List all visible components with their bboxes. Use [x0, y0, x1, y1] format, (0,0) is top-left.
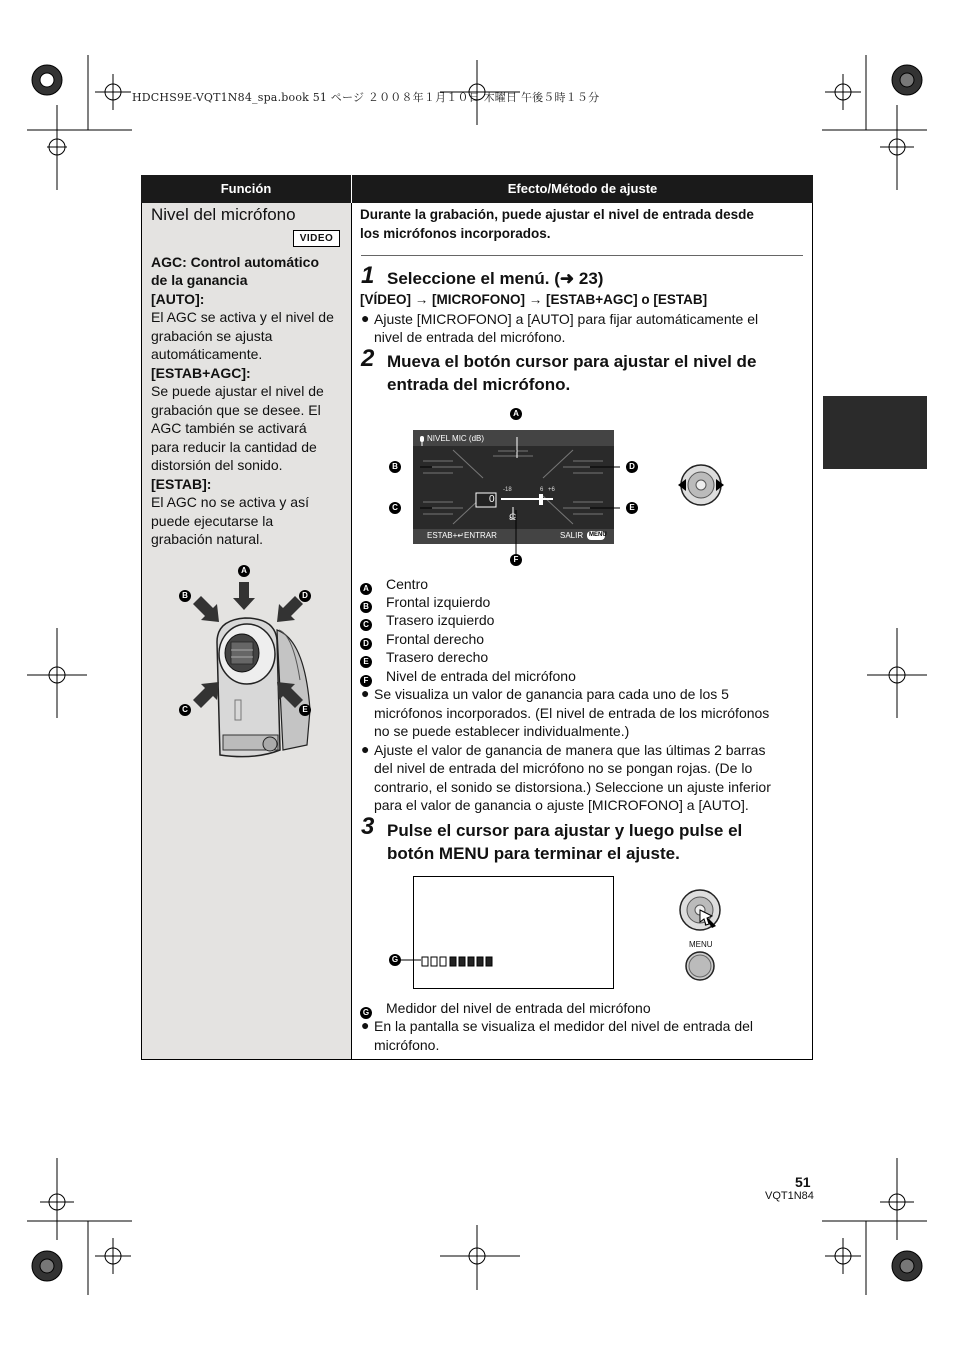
auto-label: [AUTO]:	[151, 291, 205, 307]
step3-line-1: Pulse el cursor para ajustar y luego pulse el	[387, 821, 743, 840]
legend-item: F Nivel de entrada del micrófono	[360, 667, 576, 685]
bullet-dot: ●	[361, 1017, 370, 1033]
label-c-camera: C	[179, 704, 191, 716]
scale-right: +6	[548, 487, 555, 493]
legend-item: D Frontal derecho	[360, 630, 484, 648]
label-c-screen: C	[389, 502, 401, 514]
agc-title-1: AGC: Control automático	[151, 254, 319, 270]
table-header	[141, 175, 813, 203]
note2-line: Ajuste el valor de ganancia de manera que las últimas 2 barras	[374, 742, 766, 758]
estab-line: El AGC no se activa y así	[151, 494, 309, 510]
header-efecto: Efecto/Método de ajuste	[507, 181, 658, 196]
estab-agc-label: [ESTAB+AGC]:	[151, 365, 251, 381]
step1-number: 1	[361, 262, 375, 289]
step1-bullet-line: Ajuste [MICROFONO] a [AUTO] para fijar automáticamente el	[374, 311, 759, 327]
level-meter-screen	[413, 876, 614, 989]
page-number: 51	[795, 1174, 811, 1190]
bullet-dot: ●	[361, 310, 370, 326]
estab-agc-line: grabación que se desee. El	[151, 402, 321, 418]
mic-level-title: NIVEL MIC (dB)	[427, 434, 485, 443]
step1-text: Seleccione el menú. (➜ 23)	[387, 269, 604, 288]
label-a-screen: A	[510, 408, 522, 420]
note2-line: del nivel de entrada del micrófono no se pongan rojas. (De lo	[374, 760, 753, 776]
mic-level-value: 0	[489, 494, 495, 505]
auto-line: automáticamente.	[151, 346, 263, 362]
label-d-screen: D	[626, 461, 638, 473]
cursor-button-press-icon	[678, 888, 724, 934]
auto-line: El AGC se activa y el nivel de	[151, 309, 334, 325]
estab-agc-line: AGC también se activará	[151, 420, 307, 436]
label-d-camera: D	[299, 590, 311, 602]
note2-line: contrario, el sonido se distorsiona.) Seleccione un ajuste inferior	[374, 779, 771, 795]
label-a-camera: A	[238, 565, 250, 577]
agc-title-2: de la ganancia	[151, 272, 248, 288]
auto-line: grabación se ajusta	[151, 328, 273, 344]
estab-agc-line: para reducir la cantidad de	[151, 439, 317, 455]
step1-bullet-line: nivel de entrada del micrófono.	[374, 329, 566, 345]
legend-item: C Trasero izquierdo	[360, 611, 494, 629]
label-g-leader	[401, 959, 421, 962]
cursor-button-left-right-icon	[676, 463, 726, 508]
label-e-camera: E	[299, 704, 311, 716]
screen-footer-left: ESTAB+↵ENTRAR	[427, 531, 497, 540]
intro-line-2: los micrófonos incorporados.	[360, 226, 551, 241]
level-meter-bars	[420, 955, 510, 969]
note2-line: para el valor de ganancia o ajuste [MICROFONO] a [AUTO].	[374, 797, 749, 813]
file-header: HDCHS9E-VQT1N84_spa.book 51 ページ ２００８年１月１０日 木曜日 午後５時１５分	[132, 91, 600, 104]
label-e-screen: E	[626, 502, 638, 514]
menu-button-icon	[684, 950, 716, 982]
bullet-dot: ●	[361, 741, 370, 757]
estab-agc-line: Se puede ajustar el nivel de	[151, 383, 324, 399]
intro-line-1: Durante la grabación, puede ajustar el nivel de entrada desde	[360, 207, 754, 222]
label-b-screen: B	[389, 461, 401, 473]
step2-line-1: Mueva el botón cursor para ajustar el nivel de	[387, 352, 757, 371]
label-f-screen: F	[510, 554, 522, 566]
estab-line: puede ejecutarse la	[151, 513, 274, 529]
legend-item: A Centro	[360, 575, 428, 593]
label-leader-lines	[420, 450, 620, 560]
label-g-screen: G	[389, 954, 401, 966]
step2-line-2: entrada del micrófono.	[387, 375, 571, 394]
header-funcion: Función	[220, 181, 272, 196]
page-code: VQT1N84	[765, 1190, 814, 1202]
step3-line-2: botón MENU para terminar el ajuste.	[387, 844, 680, 863]
legend-item: B Frontal izquierdo	[360, 593, 490, 611]
note1-line: Se visualiza un valor de ganancia para cada uno de los 5	[374, 686, 729, 702]
bullet-dot: ●	[361, 685, 370, 701]
step2-number: 2	[361, 345, 375, 372]
note1-line: micrófonos incorporados. (El nivel de entrada de los micrófonos	[374, 705, 770, 721]
label-b-camera: B	[179, 590, 191, 602]
menu-badge: MENU	[589, 532, 607, 538]
microphone-icon	[418, 436, 426, 446]
svg-text:☊: ☊	[509, 512, 517, 522]
video-badge: VIDEO	[293, 230, 340, 247]
step3-number: 3	[361, 813, 375, 840]
note1-line: no se puede establecer individualmente.)	[374, 723, 630, 739]
legend-item: E Trasero derecho	[360, 648, 488, 666]
final-note-line: En la pantalla se visualiza el medidor del nivel de entrada del	[374, 1018, 754, 1034]
chapter-tab	[823, 396, 927, 469]
final-note-line: micrófono.	[374, 1037, 440, 1053]
menu-button-label: MENU	[689, 940, 713, 949]
estab-agc-line: distorsión del sonido.	[151, 457, 283, 473]
legend-item-g: G Medidor del nivel de entrada del micrófono	[360, 999, 651, 1017]
estab-label: [ESTAB]:	[151, 476, 212, 492]
divider	[361, 255, 803, 256]
scale-mid: 6	[540, 487, 544, 493]
function-title: Nivel del micrófono	[151, 205, 296, 224]
scale-left: -18	[503, 487, 512, 493]
screen-footer-right: SALIR	[560, 531, 584, 540]
step1-menu-path: [VÍDEO] → [MICROFONO] → [ESTAB+AGC] o [ESTAB]	[360, 292, 708, 307]
estab-line: grabación natural.	[151, 531, 264, 547]
